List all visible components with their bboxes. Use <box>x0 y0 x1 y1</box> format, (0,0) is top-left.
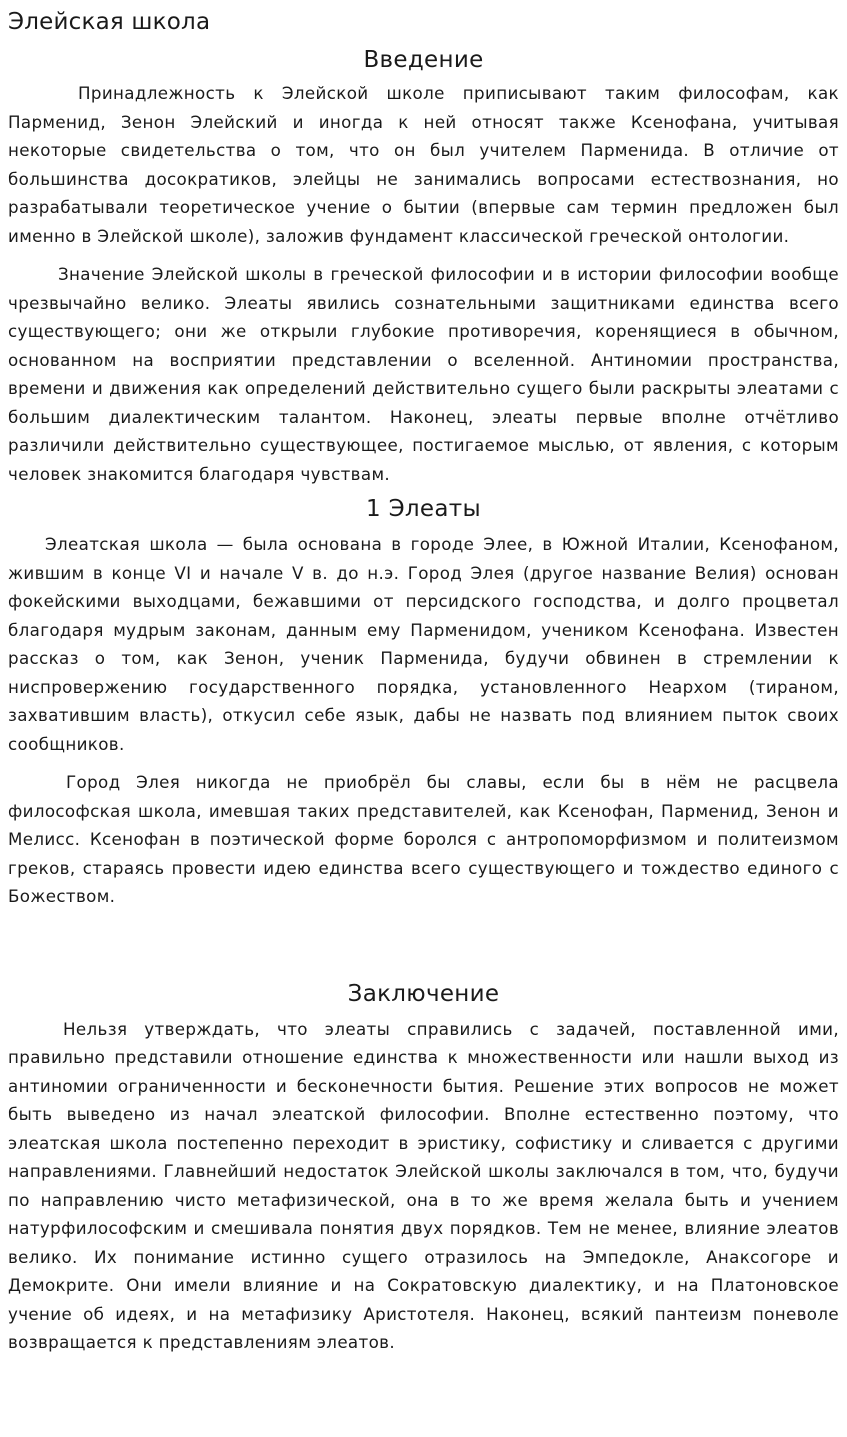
paragraph-introduction-1: Принадлежность к Элейской школе приписывают таким философам, как Парменид, Зенон Элейский и иногда к ней относят также Ксенофана, учитывая некоторые свидетельства о том, что он был учителем Парменида. В отличие от большинства досократиков, элейцы не занимались вопросами естествознания, но разрабатывали теоретическое учение о бытии (впервые сам термин предложен был именно в Элейской школе), заложив фундамент классической греческой онтологии. <box>8 83 839 246</box>
section-heading-introduction: Введение <box>363 47 484 73</box>
paragraph-conclusion-1: Нельзя утверждать, что элеаты справились с задачей, поставленной ими, правильно представили отношение единства к множественности или нашли выход из антиномии ограниченности и бесконечности бытия. Решение этих вопросов не может быть выведено из начал элеатской философии. Вполне естественно поэтому, что элеатская школа постепенно переходит в эристику, софистику и сливается с другими направлениями. Главнейший недостаток Элейской школы заключался в том, что, будучи по направлению чисто метафизической, она в то же время желала быть и учением натурфилософским и смешивала понятия двух порядков. Тем не менее, влияние элеатов велико. Их понимание истинно сущего отразилось на Эмпедокле, Анаксогоре и Демокрите. Они имели влияние и на Сократовскую диалектику, и на Платоновское учение об идеях, и на метафизику Аристотеля. Наконец, всякий пантеизм поневоле возвращается к представлениям элеатов. <box>8 1018 839 1352</box>
document-title: Элейская школа <box>8 9 211 35</box>
section-heading-eleats: 1 Элеаты <box>366 496 481 522</box>
section-heading-conclusion: Заключение <box>347 980 500 1007</box>
paragraph-eleats-1: Элеатская школа — была основана в городе Элее, в Южной Италии, Ксенофаном, жившим в конце VI и начале V в. до н.э. Город Элея (другое название Велия) основан фокейскими выходцами, бежавшими от персидского господства, и долго процветал благодаря мудрым законам, данным ему Парменидом, учеником Ксенофана. Известен рассказ о том, как Зенон, ученик Парменида, будучи обвинен в стремлении к ниспровержению государственного порядка, установленного Неархом (тираном, захватившим власть), откусил себе язык, дабы не назвать под влиянием пыток своих сообщников. <box>8 534 839 754</box>
paragraph-eleats-2: Город Элея никогда не приобрёл бы славы, если бы в нём не расцвела философская школа, имевшая таких представителей, как Ксенофан, Парменид, Зенон и Мелисс. Ксенофан в поэтической форме боролся с антропоморфизмом и политеизмом греков, стараясь провести идею единства всего существующего и тождество единого с Божеством. <box>8 772 839 906</box>
paragraph-introduction-2: Значение Элейской школы в греческой философии и в истории философии вообще чрезвычайно велико. Элеаты явились сознательными защитниками единства всего существующего; они же открыли глубокие противоречия, коренящиеся в обычном, основанном на восприятии представлении о вселенной. Антиномии пространства, времени и движения как определений действительно сущего были раскрыты элеатами с большим диалектическим талантом. Наконец, элеаты первые вполне отчётливо различили действительно существующее, постигаемое мыслью, от явления, с которым человек знакомится благодаря чувствам. <box>8 264 839 484</box>
document-page <box>8 0 839 1357</box>
